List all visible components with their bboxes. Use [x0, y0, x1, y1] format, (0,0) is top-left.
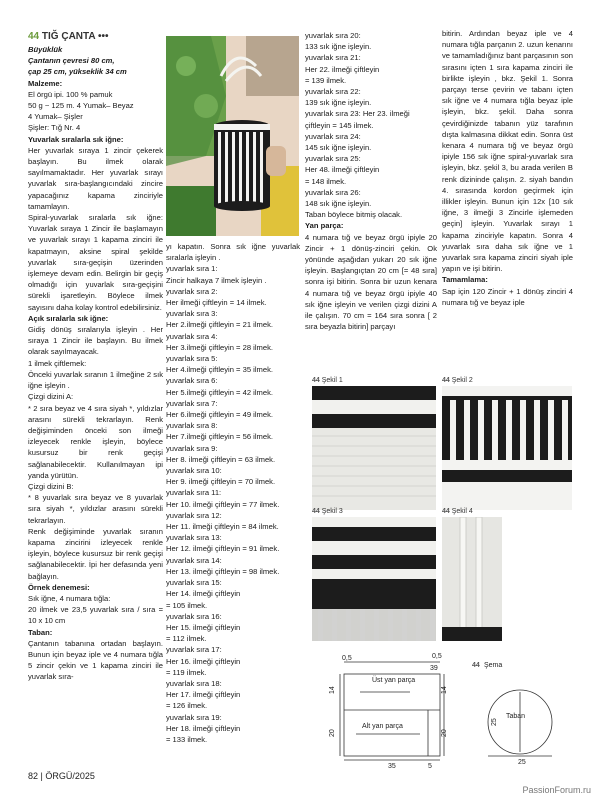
schema-top-mid: 39 [430, 665, 438, 672]
col2-paragraph: Her 10. ilmeği çiftleyin = 77 ilmek. [166, 499, 280, 509]
col1-paragraph: Şişler: Tığ Nr. 4 [28, 123, 81, 133]
col2-paragraph: = 126 ilmek. [166, 701, 208, 711]
schema-taban-label: Taban [506, 713, 526, 720]
figure-3-label: 44 Şekil 3 [312, 508, 343, 515]
col1-paragraph: * 8 yuvarlak sıra beyaz ve 8 yuvarlak sıra siyah *, yıldızlar arasını sürekli tekrarlayın. [28, 493, 163, 525]
col3-paragraph: yuvarlak sıra 25: [305, 154, 361, 164]
figure-1-image [312, 386, 436, 510]
col3-paragraph: 139 sık iğne işleyin. [305, 98, 372, 108]
col2-paragraph: Her 11. ilmeği çiftleyin = 84 ilmek. [166, 522, 279, 532]
col2-paragraph: yuvarlak sıra 5: [166, 354, 218, 364]
col2-paragraph: Her 16. ilmeği çiftleyin [166, 656, 241, 666]
col2-paragraph: yuvarlak sıra 19: [166, 712, 222, 722]
col1-paragraph: Çantanın tabanına ortadan başlayın. Bunun için beyaz iple ve 4 numara tığla 5 zincir çekin ve 1 kapama zinciri ile yuvarlak sıra- [28, 638, 163, 682]
col2-paragraph: Zincir halkaya 7 ilmek işleyin . [166, 275, 267, 285]
col4-paragraph: bitirin. Ardından beyaz iple ve 4 numara tığla parçanın 2. uzun kenarını ve tamamladığınız bant parçasının son sırasını içten 1 sıra kapama zinciri ile birlikte işleyin , bkz. Şekil 1. Sonra parçayı terse çevirin ve tabanı içten sık iğne ve 4 numara tığla beyaz iple işleyin, bkz. şekil. Daha sonra çevirdiğinizde tabanın yüz tarafının dışta kalmasına dikkat edin. Sonra üst kenara 4 numara tığ ve beyaz örgü ipiyle 156 sık iğne spiral-yuvarlak sıra işleyin, bkz. şekil 3, bu arada verilen B renk dizininde çalışın. 2. siyah bandın 4. sırasında kordon geçirmek için illikler işleyin. Bunun için 12x [10 sık iğne, 3 ilmeği 3 Zincirle işlemeden geçin] işleyin. Yuvarlak sırayı 1 kapama zinciriyle kapatın. Sonra 4 yuvarlak sıra daha sık iğne ve 1 yuvarlak sıra kapama zinciri siyah iple yapın ve işi bitirin. [442, 29, 573, 274]
col1-paragraph: çap 25 cm, yükseklik 34 cm [28, 67, 127, 77]
col1-paragraph: Yuvarlak sıralarla sık iğne: [28, 134, 124, 144]
col2-paragraph: yuvarlak sıra 7: [166, 398, 218, 408]
col2-paragraph: Her 12. ilmeği çiftleyin = 91 ilmek. [166, 544, 280, 554]
col3-paragraph: 148 sık iğne işleyin. [305, 199, 372, 209]
col3-paragraph: Yan parça: [305, 221, 344, 231]
col1-paragraph: Çantanın çevresi 80 cm, [28, 56, 115, 66]
col2-paragraph: yuvarlak sıra 2: [166, 286, 218, 296]
col1-paragraph: 20 ilmek ve 23,5 yuvarlak sıra / sıra = 10 x 10 cm [28, 605, 163, 626]
schema-left-mid: 20 [329, 729, 336, 737]
svg-text:Şema: Şema [484, 662, 503, 669]
col1-paragraph: 1 ilmek çiftlemek: [28, 358, 87, 368]
col1-paragraph: 50 g ~ 125 m. 4 Yumak– Beyaz [28, 101, 134, 111]
col2-paragraph: Her 9. ilmeği çiftleyin = 70 ilmek. [166, 477, 276, 487]
col3-paragraph: yuvarlak sıra 23: Her 23. ilmeği çiftleyin = 145 ilmek. [305, 109, 410, 130]
col3-paragraph: 4 numara tığ ve beyaz örgü ipiyle 20 Zincir + 1 dönüş-zinciri çekin. Ok yönünde aşağıdan yukarı 20 sık iğne işleyin. Başlangıçtan 20 cm [= 48 sıra] sonra işi bitirin. Sonra bir uzun kenara 4 numara tığ ve beyaz örgü ipiyle 40 sık iğne işleyin ve verilen çizgi dizini A ile çalışın. 70 cm = 164 sıra sonra [ 2 sıra beyazla bitirin] parçayı [305, 232, 437, 332]
schema-bottom-right: 5 [428, 763, 432, 770]
col2-paragraph: Her 13. ilmeği çiftleyin = 98 ilmek. [166, 566, 280, 576]
col3-paragraph: Taban böylece bitmiş olacak. [305, 210, 403, 220]
col3-paragraph: yuvarlak sıra 21: [305, 53, 361, 63]
col2-paragraph: Her 8. ilmeği çiftleyin = 63 ilmek. [166, 454, 276, 464]
col1-paragraph: Çizgi dizini B: [28, 481, 74, 491]
col2-paragraph: Her 3.ilmeği çiftleyin = 28 ilmek. [166, 342, 273, 352]
schema-alt-label: Alt yan parça [362, 723, 403, 730]
text-column-2 [166, 241, 300, 745]
col1-paragraph: Gidiş dönüş sıralarıyla işleyin . Her sıraya 1 Zincir ile başlayın. Bu ilmek olarak sayılmayacak. [28, 325, 163, 357]
col2-paragraph: Her 5.ilmeği çiftleyin = 42 ilmek. [166, 387, 273, 397]
col2-paragraph: Her 14. ilmeği çiftleyin [166, 589, 241, 599]
col1-paragraph: Önceki yuvarlak sıranın 1 ilmeğine 2 sık iğne işleyin . [28, 369, 163, 391]
schema-right-top: 14 [441, 686, 448, 694]
figure-2-image [442, 386, 572, 510]
schema-top-left: 0,5 [342, 655, 352, 662]
col2-paragraph: yuvarlak sıra 14: [166, 555, 222, 565]
col2-paragraph: Her 2.ilmeği çiftleyin = 21 ilmek. [166, 320, 273, 330]
schema-right-mid: 20 [441, 729, 448, 737]
col2-paragraph: yuvarlak sıra 13: [166, 533, 222, 543]
page-header [28, 31, 109, 42]
col3-paragraph: yuvarlak sıra 24: [305, 131, 361, 141]
schema-ust-label: Üst yan parça [372, 677, 416, 684]
col2-paragraph: yuvarlak sıra 16: [166, 611, 222, 621]
col2-paragraph: = 133 ilmek. [166, 734, 208, 744]
col1-paragraph: Örnek denemesi: [28, 582, 90, 592]
text-column-1 [28, 44, 163, 683]
col2-paragraph: yuvarlak sıra 10: [166, 466, 222, 476]
schema-top-right: 0,5 [432, 653, 442, 660]
col1-paragraph: Sık iğne, 4 numara tığla: [28, 593, 111, 603]
col3-paragraph: yuvarlak sıra 20: [305, 31, 361, 40]
pattern-title: TIĞ ÇANTA ••• [41, 31, 109, 42]
col2-paragraph: yuvarlak sıra 17: [166, 645, 222, 655]
col1-paragraph: * 2 sıra beyaz ve 4 sıra siyah *, yıldızlar arasını sürekli tekrarlayın. Renk değişiminden önceki son ilmeği izleyecek renkle işleyin, böylece kusursuz bir renk geçişi sağlanabilecektir. Kullanılmayan ipi yanda yürütün. [28, 403, 163, 480]
col2-paragraph: yuvarlak sıra 18: [166, 678, 222, 688]
col2-paragraph: yuvarlak sıra 9: [166, 443, 218, 453]
figure-4-label: 44 Şekil 4 [442, 508, 473, 515]
schema-bottom-mid: 35 [388, 763, 396, 770]
col1-paragraph: Büyüklük [28, 45, 63, 54]
text-column-3 [305, 30, 437, 332]
page-footer: 82 | ÖRGÜ/2025 [28, 771, 95, 781]
col1-paragraph: 4 Yumak– Şişler [28, 112, 83, 122]
col2-paragraph: Her 4.ilmeği çiftleyin = 35 ilmek. [166, 365, 273, 375]
col2-paragraph: yı kapatın. Sonra sık iğne yuvarlak sıralarla işleyin . [166, 242, 300, 263]
col1-paragraph: Her yuvarlak sıraya 1 zincir çekerek başlayın. Bu ilmek olarak sayılmamaktadır. Her yuvarlak sırayı yuvarlak sıra-başlangıcındaki zincire yapacağınız kapama zinciriyle tamamlayın. [28, 145, 163, 211]
svg-text:44: 44 [472, 662, 480, 669]
pattern-number: 44 [28, 31, 40, 42]
figure-1-label: 44 Şekil 1 [312, 377, 343, 384]
col2-paragraph: Her 15. ilmeği çiftleyin [166, 622, 241, 632]
figure-2-label: 44 Şekil 2 [442, 377, 473, 384]
col4-paragraph: Tamamlama: [442, 275, 488, 285]
col2-paragraph: yuvarlak sıra 6: [166, 376, 218, 386]
schema-taban-bottom: 25 [518, 759, 526, 766]
col1-paragraph: Çizgi dizini A: [28, 392, 74, 402]
col3-paragraph: 145 sık iğne işleyin. [305, 143, 372, 153]
col2-paragraph: = 112 ilmek. [166, 634, 207, 644]
text-column-4 [442, 28, 573, 308]
col1-paragraph: El örgü ipi. 100 % pamuk [28, 89, 113, 99]
bag-photo [166, 36, 299, 236]
col2-paragraph: Her 18. ilmeği çiftleyin [166, 723, 241, 733]
col2-paragraph: yuvarlak sıra 1: [166, 264, 218, 274]
col2-paragraph: yuvarlak sıra 4: [166, 331, 218, 341]
col3-paragraph: Her 48. ilmeği çiftleyin [305, 165, 380, 175]
col2-paragraph: yuvarlak sıra 3: [166, 309, 218, 319]
col2-paragraph: yuvarlak sıra 11: [166, 488, 222, 498]
col2-paragraph: = 119 ilmek. [166, 667, 207, 677]
col2-paragraph: yuvarlak sıra 15: [166, 578, 222, 588]
col2-paragraph: Her ilmeği çiftleyin = 14 ilmek. [166, 298, 267, 308]
schema-diagram [320, 652, 590, 772]
schema-left-top: 14 [329, 686, 336, 694]
col3-paragraph: = 139 ilmek. [305, 75, 347, 85]
col1-paragraph: Malzeme: [28, 78, 63, 88]
col3-paragraph: yuvarlak sıra 26: [305, 187, 361, 197]
col3-paragraph: 133 sık iğne işleyin. [305, 42, 372, 52]
col2-paragraph: Her 17. ilmeği çiftleyin [166, 690, 241, 700]
col2-paragraph: Her 6.ilmeği çiftleyin = 49 ilmek. [166, 410, 273, 420]
col1-paragraph: Taban: [28, 627, 53, 637]
col3-paragraph: Her 22. ilmeği çiftleyin [305, 64, 380, 74]
col2-paragraph: Her 7.ilmeği çiftleyin = 56 ilmek. [166, 432, 273, 442]
figure-3-image [312, 517, 436, 641]
col3-paragraph: = 148 ilmek. [305, 176, 347, 186]
col2-paragraph: yuvarlak sıra 8: [166, 421, 218, 431]
col2-paragraph: yuvarlak sıra 12: [166, 510, 222, 520]
col1-paragraph: Açık sıralarla sık iğne: [28, 313, 109, 323]
watermark: PassionForum.ru [522, 785, 591, 795]
col1-paragraph: Spiral-yuvarlak sıralarla sık iğne: Yuvarlak sıraya 1 Zincir ile başlamayın ve yuvarlak sırayı 1 kapama zinciri ile kapatmayın, aksine spiral şekilde yuvarlak sıra-geçişin üzerinden işlemeye devam edin. Belirgin bir geçiş olmadığı için yuvarlak sıra-geçişini sürekli işaretleyin. Böylece ilmek sayısını daha kolay kontrol edebilirsiniz. [28, 213, 163, 312]
col4-paragraph: Sap için 120 Zincir + 1 dönüş zinciri 4 numara tığ ve beyaz iple [442, 286, 573, 307]
col2-paragraph: = 105 ilmek. [166, 600, 208, 610]
col1-paragraph: Renk değişiminde yuvarlak sıranın kapama zincirini izleyecek renkle işleyin, böylece kusursuz bir renk geçişi sağlanabilecektir. İpi her defasında yeni bağlayın. [28, 526, 163, 581]
figure-4-image [442, 517, 502, 641]
schema-taban-d: 25 [491, 718, 498, 726]
col3-paragraph: yuvarlak sıra 22: [305, 87, 361, 97]
